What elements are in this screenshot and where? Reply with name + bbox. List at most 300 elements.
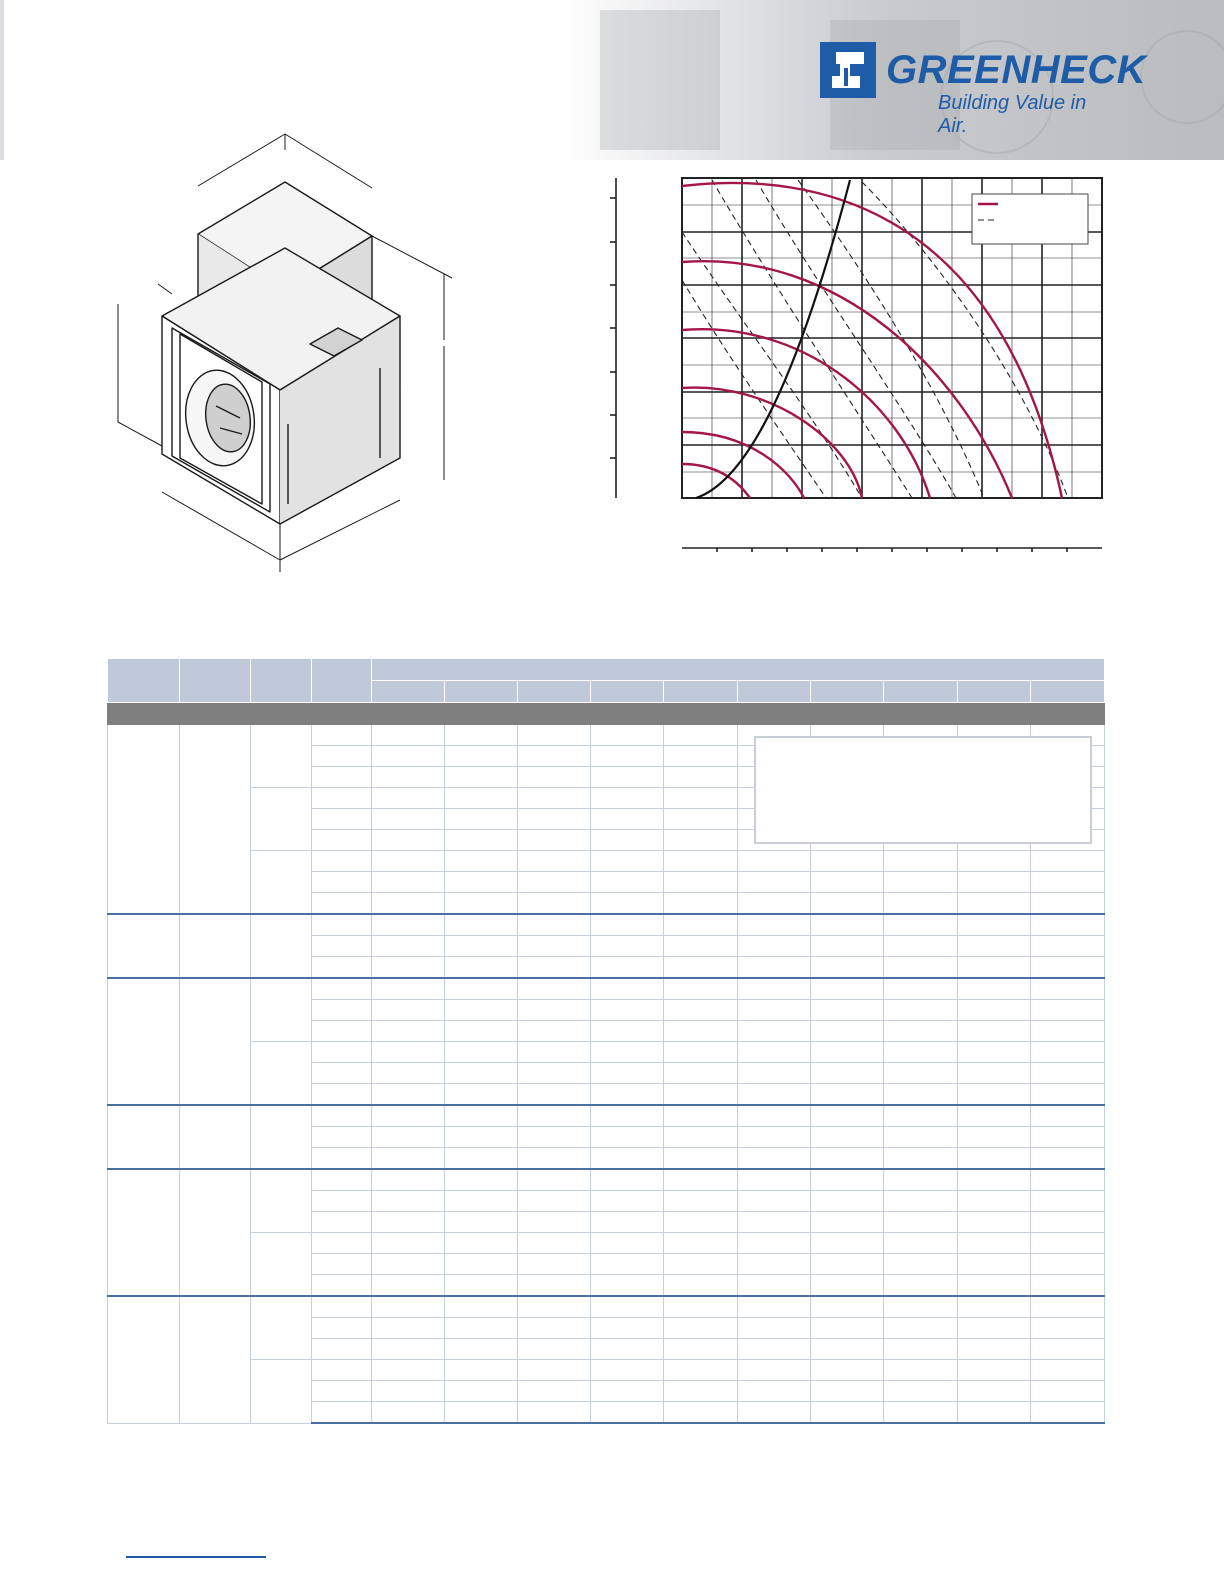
row-label-cell [312,1296,372,1318]
table-cell [738,1296,811,1318]
table-cell [958,1296,1031,1318]
table-row [108,978,1105,1000]
table-cell [664,851,738,872]
table-cell [1031,1042,1105,1063]
group-cell [180,1169,251,1296]
table-cell [445,1233,518,1254]
table-cell [958,936,1031,957]
subgroup-cell [251,1233,312,1297]
table-cell [1031,893,1105,915]
table-row [108,1233,1105,1254]
row-label-cell [312,725,372,746]
table-cell [958,1212,1031,1233]
table-cell [664,830,738,851]
fan-unit-drawing [100,128,480,578]
table-band-row [108,703,1105,725]
row-label-cell [312,830,372,851]
table-cell [738,1169,811,1191]
table-cell [738,851,811,872]
table-cell [445,1042,518,1063]
table-cell [664,1021,738,1042]
group-cell [108,1169,180,1296]
table-cell [518,1360,591,1381]
table-cell [958,872,1031,893]
table-cell [372,851,445,872]
group-cell [108,1105,180,1169]
group-cell [180,1296,251,1423]
table-cell [738,978,811,1000]
table-cell [518,936,591,957]
table-cell [884,1402,958,1424]
table-cell [445,830,518,851]
table-cell [518,851,591,872]
table-row [108,851,1105,872]
table-cell [591,767,664,788]
row-label-cell [312,893,372,915]
row-label-cell [312,936,372,957]
table-cell [445,1381,518,1402]
table-cell [591,809,664,830]
table-cell [1031,1169,1105,1191]
table-cell [445,725,518,746]
table-cell [811,1084,884,1106]
table-cell [445,851,518,872]
table-cell [1031,1148,1105,1170]
table-cell [591,936,664,957]
table-cell [445,1105,518,1127]
table-cell [738,1360,811,1381]
row-label-cell [312,1021,372,1042]
table-cell [518,1233,591,1254]
subheader-cell [518,681,591,703]
table-cell [445,809,518,830]
table-header-row [108,659,1105,681]
table-cell [884,1021,958,1042]
table-cell [445,1000,518,1021]
row-label-cell [312,1063,372,1084]
table-cell [664,1233,738,1254]
table-cell [372,872,445,893]
table-cell [811,1254,884,1275]
chart-legend [972,194,1088,244]
table-cell [445,914,518,936]
group-cell [180,725,251,915]
subgroup-cell [251,1360,312,1424]
table-cell [372,1148,445,1170]
row-label-cell [312,1275,372,1297]
table-cell [738,893,811,915]
table-cell [958,1360,1031,1381]
table-cell [1031,914,1105,936]
row-label-cell [312,1339,372,1360]
table-row [108,1296,1105,1318]
subheader-cell [884,681,958,703]
table-cell [958,1021,1031,1042]
table-cell [884,872,958,893]
table-cell [884,1000,958,1021]
table-cell [1031,1127,1105,1148]
table-cell [445,788,518,809]
row-label-cell [312,1042,372,1063]
table-cell [1031,1233,1105,1254]
table-cell [811,978,884,1000]
table-cell [1031,1275,1105,1297]
table-cell [518,1148,591,1170]
header-cell [312,659,372,703]
table-cell [591,1339,664,1360]
table-cell [591,1254,664,1275]
table-cell [811,1148,884,1170]
table-cell [518,1254,591,1275]
table-cell [372,978,445,1000]
table-cell [738,1339,811,1360]
table-cell [372,1233,445,1254]
row-label-cell [312,1233,372,1254]
greenheck-logo [820,42,1147,137]
subheader-cell [372,681,445,703]
table-cell [372,957,445,979]
row-label-cell [312,1084,372,1106]
table-cell [591,851,664,872]
table-cell [372,1021,445,1042]
table-cell [664,872,738,893]
table-cell [884,1169,958,1191]
table-cell [811,1042,884,1063]
subgroup-cell [251,914,312,978]
row-label-cell [312,1169,372,1191]
banner-photo-fan-housing [600,10,720,150]
table-cell [884,1339,958,1360]
subheader-cell [664,681,738,703]
table-cell [738,1105,811,1127]
table-cell [811,914,884,936]
table-cell [884,1105,958,1127]
group-cell [108,914,180,978]
table-cell [591,1275,664,1297]
table-cell [811,872,884,893]
table-cell [1031,1254,1105,1275]
table-cell [884,1381,958,1402]
table-cell [664,767,738,788]
table-cell [738,872,811,893]
table-cell [958,1381,1031,1402]
subgroup-cell [251,1105,312,1169]
table-cell [738,914,811,936]
table-cell [664,1339,738,1360]
table-cell [664,978,738,1000]
subgroup-cell [251,725,312,788]
table-cell [1031,1360,1105,1381]
group-cell [180,914,251,978]
table-cell [1031,1212,1105,1233]
row-label-cell [312,1191,372,1212]
table-cell [591,1212,664,1233]
table-cell [591,1233,664,1254]
row-label-cell [312,851,372,872]
table-cell [445,1169,518,1191]
table-cell [738,1084,811,1106]
table-cell [591,1360,664,1381]
table-cell [445,1254,518,1275]
table-cell [1031,1402,1105,1424]
table-cell [958,1233,1031,1254]
table-cell [445,893,518,915]
table-cell [445,1191,518,1212]
table-cell [738,1042,811,1063]
table-cell [445,1021,518,1042]
table-cell [958,1318,1031,1339]
table-cell [811,1275,884,1297]
table-cell [884,914,958,936]
table-cell [884,1360,958,1381]
table-cell [664,893,738,915]
table-cell [372,893,445,915]
table-cell [518,1318,591,1339]
table-cell [811,1127,884,1148]
table-cell [518,1084,591,1106]
table-cell [738,1000,811,1021]
banner-edge [0,0,4,160]
table-cell [518,1105,591,1127]
table-row [108,914,1105,936]
table-cell [445,767,518,788]
table-cell [664,1127,738,1148]
table-cell [811,1381,884,1402]
table-cell [518,1212,591,1233]
table-cell [372,788,445,809]
table-cell [884,851,958,872]
row-label-cell [312,746,372,767]
table-cell [372,725,445,746]
table-row [108,1360,1105,1381]
table-cell [445,1318,518,1339]
row-label-cell [312,1402,372,1424]
table-cell [445,872,518,893]
table-cell [372,1000,445,1021]
table-cell [958,1084,1031,1106]
table-cell [811,1105,884,1127]
table-cell [445,978,518,1000]
table-cell [372,1191,445,1212]
table-cell [664,1000,738,1021]
table-cell [738,1381,811,1402]
table-cell [811,1296,884,1318]
table-cell [958,1169,1031,1191]
table-cell [518,1169,591,1191]
subgroup-cell [251,1042,312,1106]
table-cell [738,1212,811,1233]
table-cell [518,1000,591,1021]
table-cell [664,1105,738,1127]
table-cell [664,1042,738,1063]
row-label-cell [312,788,372,809]
table-cell [445,1360,518,1381]
table-cell [811,1212,884,1233]
table-row [108,1105,1105,1127]
note-box [754,736,1092,844]
table-cell [738,1148,811,1170]
table-cell [372,1360,445,1381]
table-cell [811,851,884,872]
table-cell [372,809,445,830]
table-cell [664,1148,738,1170]
subgroup-cell [251,851,312,915]
table-cell [811,957,884,979]
table-cell [884,957,958,979]
table-cell [372,1042,445,1063]
table-cell [664,1191,738,1212]
table-cell [884,1296,958,1318]
table-cell [518,1063,591,1084]
table-cell [738,1191,811,1212]
table-cell [664,957,738,979]
table-cell [518,1021,591,1042]
table-cell [811,1169,884,1191]
table-cell [518,978,591,1000]
table-cell [884,936,958,957]
table-cell [518,872,591,893]
table-cell [664,809,738,830]
table-cell [372,1339,445,1360]
row-label-cell [312,957,372,979]
table-cell [445,1402,518,1424]
table-cell [1031,957,1105,979]
table-cell [445,1275,518,1297]
table-cell [372,746,445,767]
table-cell [811,1000,884,1021]
table-cell [372,1212,445,1233]
subgroup-cell [251,1169,312,1233]
table-cell [1031,1339,1105,1360]
table-cell [811,1021,884,1042]
table-cell [664,1275,738,1297]
table-cell [664,1063,738,1084]
table-cell [445,1084,518,1106]
table-cell [664,1318,738,1339]
table-cell [591,1402,664,1424]
table-cell [591,1169,664,1191]
table-cell [518,746,591,767]
table-cell [664,1360,738,1381]
table-cell [1031,872,1105,893]
group-cell [108,1296,180,1423]
table-cell [591,1042,664,1063]
performance-chart [600,170,1120,570]
table-cell [445,957,518,979]
banner-photo-wheel [1140,30,1224,124]
table-cell [811,1233,884,1254]
table-cell [664,746,738,767]
row-label-cell [312,767,372,788]
table-cell [591,1127,664,1148]
header-cell [251,659,312,703]
table-cell [1031,851,1105,872]
table-cell [518,1381,591,1402]
table-cell [958,1402,1031,1424]
table-cell [664,914,738,936]
group-cell [180,978,251,1105]
subgroup-cell [251,788,312,851]
table-cell [591,746,664,767]
table-cell [958,1000,1031,1021]
table-cell [518,1127,591,1148]
table-cell [591,1296,664,1318]
row-label-cell [312,1105,372,1127]
table-cell [591,957,664,979]
table-cell [884,1254,958,1275]
table-cell [518,767,591,788]
table-cell [591,1021,664,1042]
header-cell [180,659,251,703]
table-cell [445,1212,518,1233]
table-cell [958,1339,1031,1360]
row-label-cell [312,1318,372,1339]
table-cell [372,914,445,936]
table-cell [518,1339,591,1360]
table-cell [591,1148,664,1170]
table-cell [664,1296,738,1318]
table-cell [664,1402,738,1424]
table-cell [372,830,445,851]
table-cell [591,1318,664,1339]
group-cell [108,978,180,1105]
table-cell [518,1402,591,1424]
table-cell [591,1084,664,1106]
header-cell [108,659,180,703]
subheader-cell [445,681,518,703]
table-cell [445,1127,518,1148]
subheader-cell [1031,681,1105,703]
band-cell [108,703,1105,725]
table-cell [958,1148,1031,1170]
table-cell [811,1191,884,1212]
table-cell [518,830,591,851]
brand-tagline: Building Value in Air. [938,92,1087,137]
row-label-cell [312,1212,372,1233]
table-cell [372,1275,445,1297]
table-cell [372,1254,445,1275]
table-cell [591,1105,664,1127]
header-group-cell [372,659,1105,681]
table-cell [591,914,664,936]
group-cell [108,725,180,915]
table-cell [518,914,591,936]
table-cell [1031,1105,1105,1127]
table-cell [518,1275,591,1297]
row-label-cell [312,1381,372,1402]
table-cell [958,851,1031,872]
table-cell [738,936,811,957]
table-cell [591,788,664,809]
table-cell [518,957,591,979]
greenheck-logo-mark [820,42,876,98]
table-cell [738,1021,811,1042]
table-cell [738,1254,811,1275]
table-cell [372,1381,445,1402]
row-label-cell [312,1148,372,1170]
bottom-axis [682,548,1102,552]
table-cell [958,914,1031,936]
table-cell [738,1127,811,1148]
system-curve [696,180,850,498]
table-cell [518,893,591,915]
table-cell [518,809,591,830]
table-cell [811,1402,884,1424]
table-cell [811,936,884,957]
table-cell [664,788,738,809]
table-cell [1031,1000,1105,1021]
table-cell [884,1233,958,1254]
